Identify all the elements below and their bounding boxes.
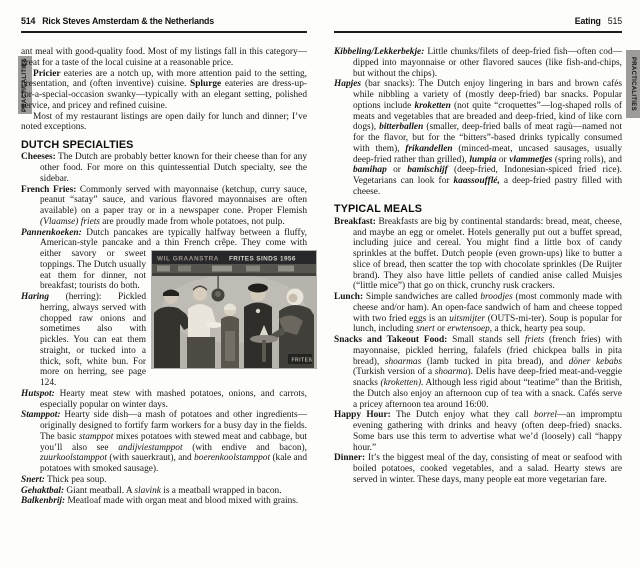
entry-kibbeling: Kibbeling/Lekkerbekje: Little chunks/filets of deep-fried fish—often cod—dipped into mayonnaise or other flavored sauces (like fish-and-chips, but without the chips). [334, 47, 622, 79]
left-header-rule [21, 31, 307, 33]
entry-french-fries: French Fries: Commonly served with mayonnaise (ketchup, curry sauce, peanut “satay” sauce, and various flavored mayonnaises are often available) on a paper tray or in a newspaper cone. Proper Flemish (Vlaamse) friets are proudly made from whole potatoes, not pulp. [21, 184, 308, 227]
entry-hutspot: Hutspot: Hearty meat stew with mashed potatoes, onions, and carrots, especially popular on winter days. [21, 388, 307, 410]
practicalities-tab-left: PRACTICALITIES [18, 56, 32, 114]
entry-happy-hour: Happy Hour: The Dutch enjoy what they call borrel—an impromptu evening gathering with drinks and heavy (often deep-fried) snacks. Some bars use this term to advertise what we’d (loosely) call “happy hour.” [334, 410, 622, 453]
entry-snert: Snert: Thick pea soup. [21, 474, 107, 485]
photo-banner-left-text: WIL GRAANSTRA [157, 255, 219, 263]
right-text-column [334, 47, 622, 486]
entry-hapjes: Hapjes (bar snacks): The Dutch enjoy lingering in bars and brown cafés while nibbling a variety of (mostly deep-fried) bar snacks. Popular options include kroketten (not quite “croquettes”—log-shaped rolls of meats and vegetables that are breaded and deep-fried, kind of like corn dogs), bitterballen (smaller, deep-fried balls of meat ragù—named not for the flavor, but for the “bitters”-based drinks typically consumed with them), frikandellen (minced-meat, uncased sausages, usually deep-fried rather than grilled), lumpia or vlammetjes (spring rolls), and bamihap or bamischijf (deep-fried, Indonesian-spiced fried rice). Vegetarians can look for kaassoufflé, a deep-fried pastry filled with cheese. [334, 79, 622, 197]
right-page-number: 515 [607, 16, 622, 26]
section-heading-typical-meals: TYPICAL MEALS [334, 203, 423, 215]
photo-banner-right-text: FRITES SINDS 1956 [229, 255, 296, 263]
entry-pannenkoeken-text-1: Pannenkoeken: Dutch pancakes are typically halfway between a fluffy, American-style pancake and a thin French crêpe. They [21, 227, 307, 249]
intro-paragraph-3: Most of my restaurant listings are open daily for lunch and dinner; I’ve noted exceptions. [21, 111, 307, 133]
entry-haring: Haring (herring): Pickled herring, always served with chopped raw onions and sometimes also with pickles. You can eat them straight, or tucked into a thick, soft, white bun. For more on herring, see page 124. [21, 292, 146, 388]
photo-corner-plaque [288, 354, 312, 364]
entry-dinner: Dinner: It’s the biggest meal of the day, consisting of meat or seafood with boiled potatoes, cooked vegetables, and a salad. Hearty stews are served in winter. These days, many people eat more vegetarian fare. [334, 453, 622, 485]
entry-lunch: Lunch: Simple sandwiches are called broodjes (most commonly made with cheese and/or ham). An open-face sandwich of ham and cheese topped with two fried eggs is an uitsmijter (OUTS-mi-ter). Soup is popular for lunch, including snert or erwtensoep, a thick, hearty pea soup. [334, 292, 622, 335]
left-header-title: Rick Steves Amsterdam & the Netherlands [42, 16, 215, 26]
entry-balkenbrij: Balkenbrij: Meatloaf made with organ meat and blood mixed with grains. [21, 496, 299, 507]
entry-breakfast: Breakfast: Breakfasts are big by continental standards: bread, meat, cheese, and maybe an egg or omelet. Hotels generally put out a buffet spread, including juice and cereal. You might find a little box of candy sprinkles at the buffet. Dutch people (even grown-ups) like to butter a slice of bread, then scatter the top with chocolate sprinkles (De Ruijter brand). They also have little pellets of candied anise called Muisjes (“little mice”) that go on thick, crunchy rusk crackers. [334, 216, 622, 292]
right-running-head [334, 16, 622, 26]
left-running-head [21, 16, 307, 26]
intro-paragraph-2: Pricier eateries are a notch up, with more attention paid to the setting, presentation, and (often inventive) cuisine. Splurge eateries are dress-up-for-a-special-occasion swanky—typically with an elegant setting, polished service, and pricey and refined cuisine. [21, 68, 307, 111]
photo-corner-label: FRITES [291, 357, 313, 364]
entry-pannenkoeken-text-2: come with either savory or sweet toppings. The Dutch usually eat them for dinner, not breakfast; tourists do both. [40, 238, 307, 292]
left-text-column [21, 47, 313, 507]
entry-cheeses: Cheeses: The Dutch are probably better known for their cheese than for any other food. For more on this quintessential Dutch specialty, see the sidebar. [21, 152, 307, 184]
left-page-number: 514 [21, 16, 36, 26]
beam [152, 273, 316, 276]
right-header-rule [334, 31, 622, 33]
intro-paragraph-1: ant meal with good-quality food. Most of my listings fall in this category—great for a taste of the local cuisine at a reasonable price. [21, 47, 307, 68]
entry-gehaktbal: Gehaktbal: Giant meatball. A slavink is a meatball wrapped in bacon. [21, 485, 282, 496]
right-page [320, 0, 640, 568]
entry-snacks-takeout: Snacks and Takeout Food: Small stands sell friets (french fries) with mayonnaise, pickled herring, falafels (fried chickpea balls in pita bread), shoarmas (lamb tucked in pita bread), and döner kebabs (Turkish version of a shoarma). Delis have deep-fried meat-and-veggie snacks (kroketten). Although less rigid about “teatime” than the British, the Dutch also enjoy an afternoon cup of tea with a snack. Cafés serve a pricey afternoon tea around 16:00. [334, 335, 623, 410]
entry-stamppot: Stamppot: Hearty side dish—a mash of potatoes and other ingredients—originally designed to fortify farm workers for a busy day in the fields. The basic stamppot mixes potatoes with stewed meat and cabbage, but you’ll also see andijviestamppot (with endive and bacon), zuurkoolstamppot (with sauerkraut), and boerenkoolstamppot (kale and potatoes with smoked sausage). [21, 410, 308, 474]
section-heading-dutch-specialties: DUTCH SPECIALTIES [21, 138, 134, 151]
frites-stand-photo [152, 251, 316, 368]
right-header-title: Eating [574, 16, 601, 26]
practicalities-tab-right: PRACTICALITIES [626, 50, 640, 118]
